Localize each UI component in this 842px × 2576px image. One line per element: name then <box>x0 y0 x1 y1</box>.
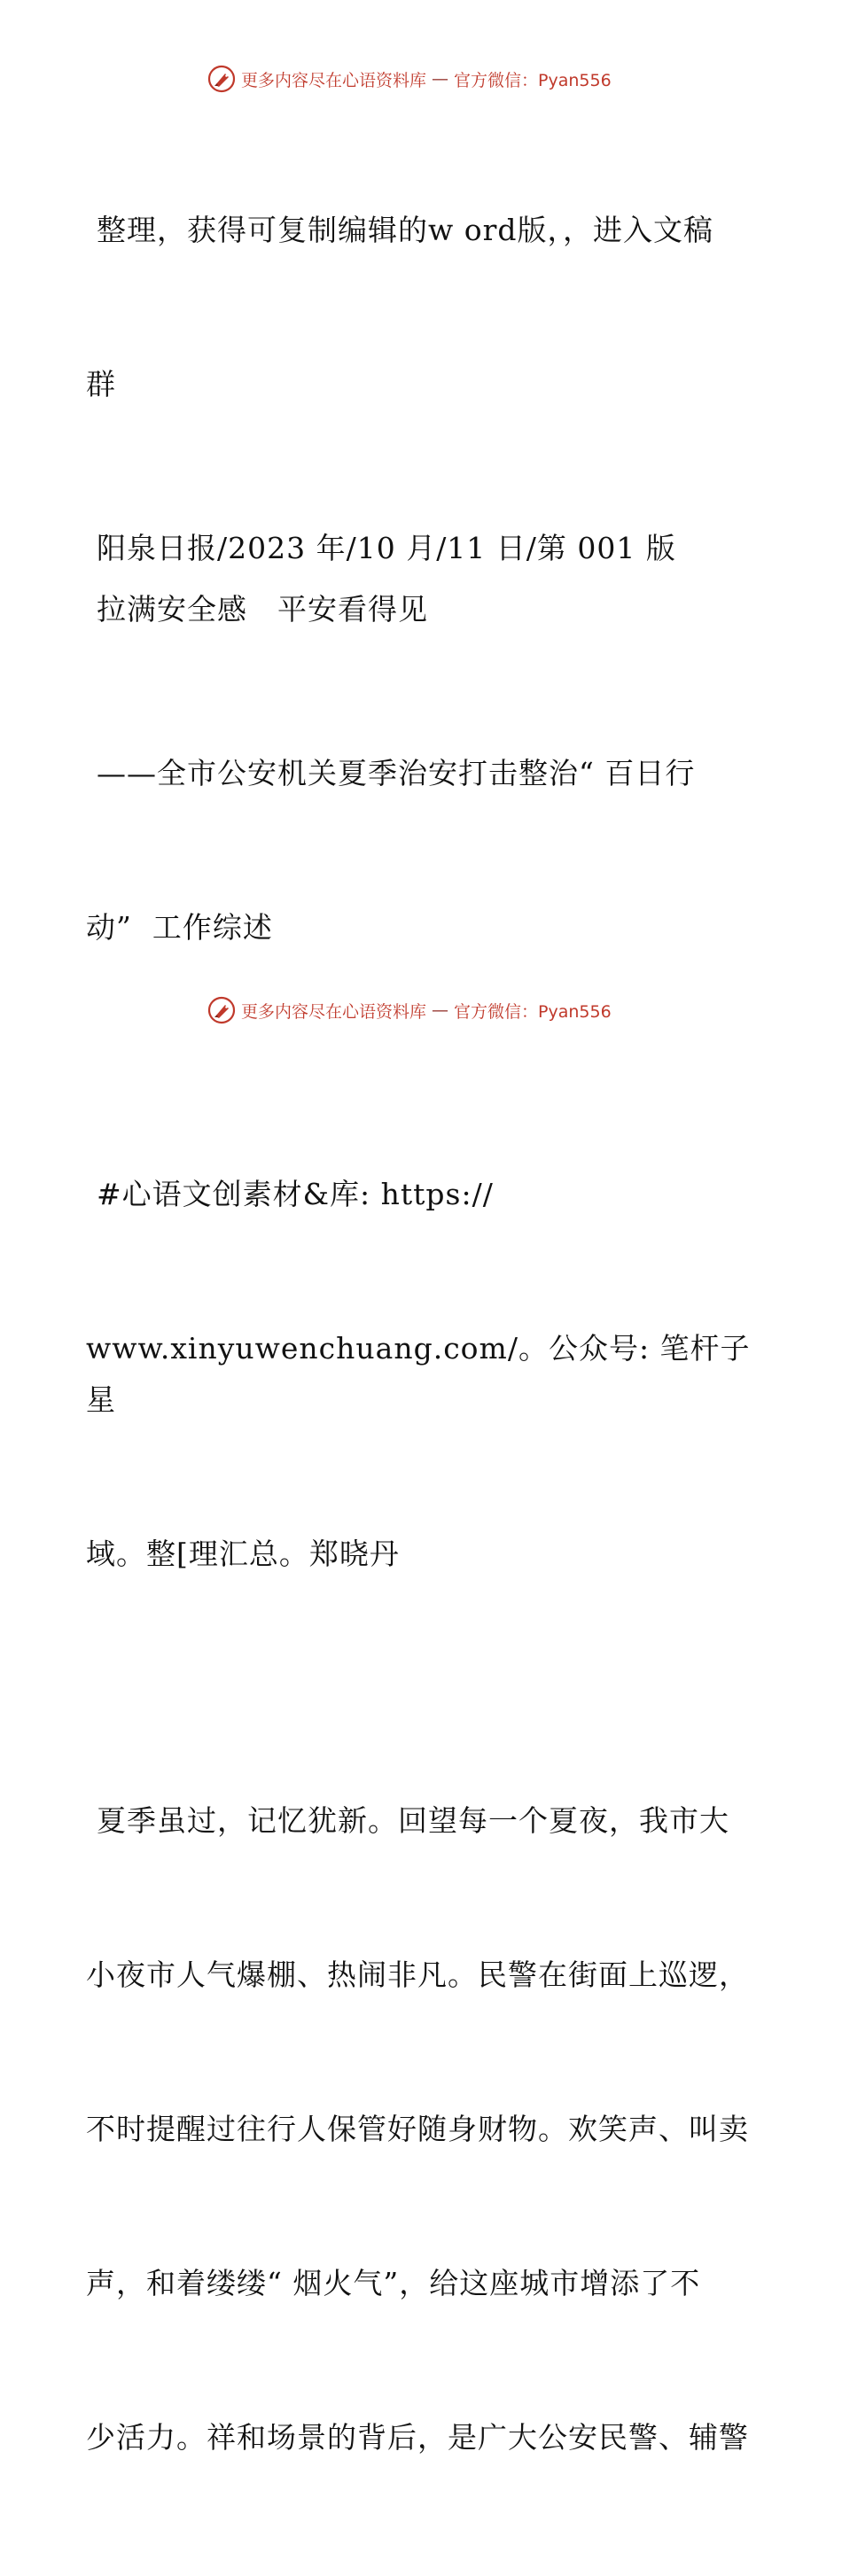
footer-site-text: 更多内容尽在心语资料库 <box>241 1001 427 1022</box>
para-line-4: 声，和着缕缕“ 烟火气”，给这座城市增添了不 <box>86 2266 701 2300</box>
header-watermark <box>207 63 668 95</box>
body-paragraph <box>86 1693 760 2566</box>
header-site-text: 更多内容尽在心语资料库 <box>241 70 427 90</box>
notice-line-2: www.xinyuwenchuang.com/。公众号: 笔杆子星 <box>86 1331 751 1417</box>
header-contact-text: 官方微信：Pyan556 <box>454 70 612 90</box>
footer-contact-text: 官方微信：Pyan556 <box>454 1001 612 1022</box>
footer-separator: — <box>432 1000 449 1020</box>
intro-line-1: 整理，获得可复制编辑的w ord版，，进入文稿 <box>97 213 714 247</box>
header-separator: — <box>432 69 449 89</box>
pen-nib-logo-icon <box>207 65 236 93</box>
para-line-2: 小夜市人气爆棚、热闹非凡。民警在街面上巡逻， <box>86 1957 749 1992</box>
footer-watermark <box>207 994 668 1026</box>
pen-nib-logo-icon <box>207 996 236 1024</box>
notice-line-3: 域。整[理汇总。郑晓丹 <box>86 1537 400 1571</box>
notice-paragraph <box>86 1066 760 1683</box>
intro-paragraph <box>86 102 760 513</box>
source-line: 阳泉日报/2023 年/10 月/11 日/第 001 版 <box>97 531 676 565</box>
notice-line-1: #心语文创素材&库: https:// <box>97 1177 494 1211</box>
subtitle-line-2: 动” 工作综述 <box>86 910 273 945</box>
para-line-5: 少活力。祥和场景的背后，是广大公安民警、辅警 <box>86 2420 749 2455</box>
para-line-3: 不时提醒过往行人保管好随身财物。欢笑声、叫卖 <box>86 2112 749 2146</box>
intro-line-2: 群 <box>86 367 116 401</box>
article-title: 拉满安全感 平安看得见 <box>97 592 428 626</box>
document-body <box>86 102 760 2576</box>
para-line-1: 夏季虽过，记忆犹新。回望每一个夏夜，我市大 <box>97 1803 729 1838</box>
subtitle-line-1: ——全市公安机关夏季治安打击整治“ 百日行 <box>97 756 696 790</box>
